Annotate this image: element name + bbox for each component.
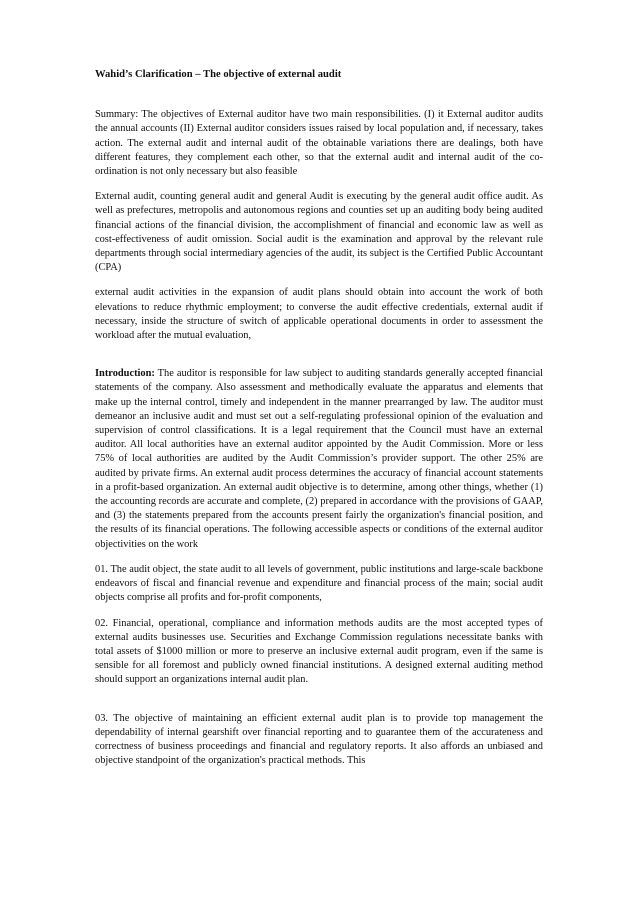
document-page <box>95 68 543 779</box>
point-01: 01. The audit object, the state audit to all levels of government, public institutions and large-scale backbone endeavors of fiscal and financial revenue and expenditure and financial process of the main; social audit objects comprise all profits and for-profit components, <box>95 563 543 604</box>
point-02: 02. Financial, operational, compliance and information methods audits are the most accepted types of external audits businesses use. Securities and Exchange Commission regulations necessitate banks with total assets of $1000 million or more to preserve an inclusive external audit program, even if the same is sensible for all foremost and publicly owned financial institutions. A designed external auditing method should support an organizations internal audit plan. <box>95 617 543 686</box>
audit-activities-paragraph: external audit activities in the expansion of audit plans should obtain into account the work of both elevations to reduce rhythmic employment; to converse the audit effective credentials, external audit if necessary, inside the structure of switch of applicable operational documents in order to assessment the workload after the mutual evaluation, <box>95 287 543 342</box>
introduction-text: The auditor is responsible for law subject to auditing standards generally accepted financial statements of the company. Also assessment and methodically evaluate the apparatus and elements that make up the internal control, timely and independent in the manner prearranged by law. The auditor must demeanor an inclusive audit and must set out a self-regulating professional opinion of the evaluation and supervision of control classifications. It is a legal requirement that the Council must have an external auditor. All local authorities have an external auditor appointed by the Audit Commission. More or less 75% of local authorities are audited by the Audit Commission’s provider support. The other 25% are audited by private firms. An external audit process determines the accuracy of financial account statements in a profit-based organization. An external audit objective is to determine, among other things, whether (1) the accounting records are accurate and complete, (2) prepared in accordance with the provisions of GAAP, and (3) the statements prepared from the accounts present fairly the organization's financial position, and the results of its financial operations. The following accessible aspects or conditions of the external auditor objectivities on the work <box>95 368 543 550</box>
document-title: Wahid’s Clarification – The objective of external audit <box>95 69 342 80</box>
point-03: 03. The objective of maintaining an efficient external audit plan is to provide top management the dependability of internal gearshift over financial reporting and to guarantee them of the accurateness and correctness of business proceedings and financial and regulatory reports. It also affords an unbiased and objective standpoint of the organization's practical methods. This <box>95 712 543 767</box>
summary-paragraph: Summary: The objectives of External auditor have two main responsibilities. (I) it External auditor audits the annual accounts (II) External auditor considers issues raised by local population and, if necessary, takes action. The external audit and internal audit of the obtainable variations there are dealings, both have different features, they complement each other, so that the external audit and internal audit of the co-ordination is not only necessary but also feasible <box>95 109 543 178</box>
introduction-paragraph <box>95 367 543 552</box>
section-gap <box>95 699 543 712</box>
external-audit-paragraph: External audit, counting general audit and general Audit is executing by the general audit office audit. As well as prefectures, metropolis and autonomous regions and counties set up an auditing body being audited financial actions of the financial division, the accomplishment of financial and economic law as well as cost-effectiveness of audit omission. Social audit is the examination and approval by the relevant rule departments through social intermediary agencies of the audit, its subject is the Certified Public Accountant (CPA) <box>95 191 543 274</box>
introduction-label: Introduction: <box>95 368 155 380</box>
section-gap <box>95 354 543 367</box>
